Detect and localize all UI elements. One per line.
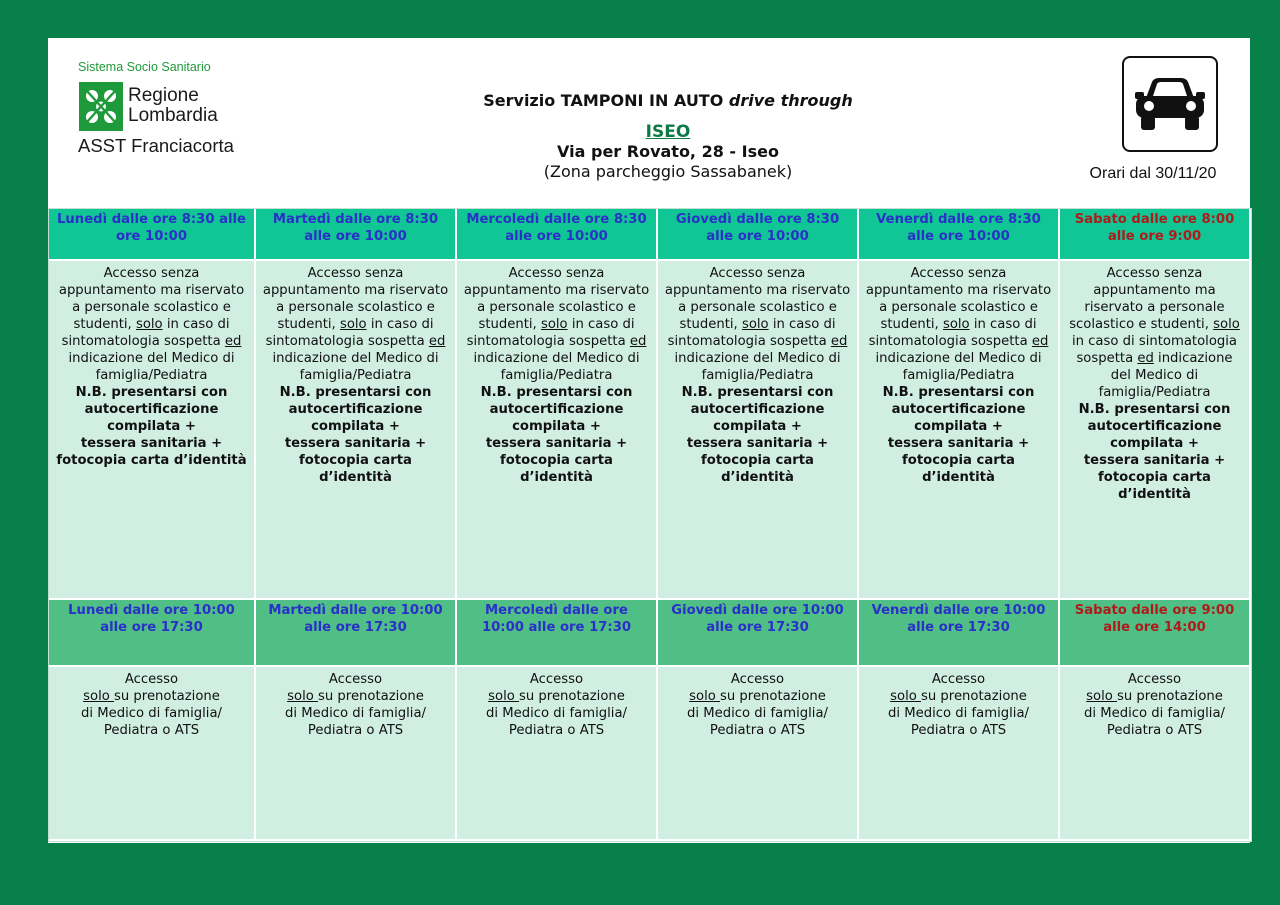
slot1-body-venerdi: Accesso senza appuntamento ma riservato a personale scolastico e studenti, solo in caso di sintomatologia sospetta ed indicazione del Medico di famiglia/Pediatra N.B. presentarsi con autocertificazione compilata + tessera sanitaria + fotocopia carta d’identità — [859, 261, 1060, 600]
car-icon — [1122, 56, 1218, 152]
regione-lombardia-logo-icon — [79, 82, 123, 131]
slot2-body-venerdi: Accesso solo su prenotazione di Medico di famiglia/ Pediatra o ATS — [859, 667, 1060, 841]
slot2-body-mercoledi: Accesso solo su prenotazione di Medico di famiglia/ Pediatra o ATS — [457, 667, 658, 841]
slot2-header-martedi: Martedì dalle ore 10:00 alle ore 17:30 — [256, 600, 457, 667]
slot2-header-lunedi: Lunedì dalle ore 10:00 alle ore 17:30 — [49, 600, 256, 667]
slot2-body-giovedi: Accesso solo su prenotazione di Medico di famiglia/ Pediatra o ATS — [658, 667, 859, 841]
schedule-table — [48, 208, 1252, 842]
address: Via per Rovato, 28 - Iseo — [557, 142, 779, 161]
slot1-header-giovedi: Giovedì dalle ore 8:30 alle ore 10:00 — [658, 209, 859, 261]
slot1-body-lunedi: Accesso senza appuntamento ma riservato a personale scolastico e studenti, solo in caso di sintomatologia sospetta ed indicazione del Medico di famiglia/Pediatra N.B. presentarsi con autocertificazione compilata + tessera sanitaria + fotocopia carta d’identità — [49, 261, 256, 600]
slot1-header-venerdi: Venerdì dalle ore 8:30 alle ore 10:00 — [859, 209, 1060, 261]
slot2-header-venerdi: Venerdì dalle ore 10:00 alle ore 17:30 — [859, 600, 1060, 667]
slot1-body-mercoledi: Accesso senza appuntamento ma riservato a personale scolastico e studenti, solo in caso di sintomatologia sospetta ed indicazione del Medico di famiglia/Pediatra N.B. presentarsi con autocertificazione compilata + tessera sanitaria + fotocopia carta d’identità — [457, 261, 658, 600]
slot2-header-giovedi: Giovedì dalle ore 10:00 alle ore 17:30 — [658, 600, 859, 667]
slot2-header-sabato: Sabato dalle ore 9:00 alle ore 14:00 — [1060, 600, 1251, 667]
logo-region-name: Regione Lombardia — [128, 85, 218, 126]
slot2-body-martedi: Accesso solo su prenotazione di Medico di famiglia/ Pediatra o ATS — [256, 667, 457, 841]
slot1-body-giovedi: Accesso senza appuntamento ma riservato a personale scolastico e studenti, solo in caso di sintomatologia sospetta ed indicazione del Medico di famiglia/Pediatra N.B. presentarsi con autocertificazione compilata + tessera sanitaria + fotocopia carta d’identità — [658, 261, 859, 600]
slot2-header-mercoledi: Mercoledì dalle ore 10:00 alle ore 17:30 — [457, 600, 658, 667]
header — [48, 38, 1250, 208]
city-name: ISEO — [645, 122, 691, 142]
poster — [48, 38, 1250, 843]
slot1-header-mercoledi: Mercoledì dalle ore 8:30 alle ore 10:00 — [457, 209, 658, 261]
slot1-body-sabato: Accesso senza appuntamento ma riservato a personale scolastico e studenti, solo in caso di sintomatologia sospetta ed indicazione del Medico di famiglia/Pediatra N.B. presentarsi con autocertificazione compilata + tessera sanitaria + fotocopia carta d’identità — [1060, 261, 1251, 600]
slot1-header-martedi: Martedì dalle ore 8:30 alle ore 10:00 — [256, 209, 457, 261]
page-title: Servizio TAMPONI IN AUTO drive through — [483, 91, 853, 110]
slot2-body-lunedi: Accesso solo su prenotazione di Medico di famiglia/ Pediatra o ATS — [49, 667, 256, 841]
slot1-header-sabato: Sabato dalle ore 8:00 alle ore 9:00 — [1060, 209, 1251, 261]
slot1-header-lunedi: Lunedì dalle ore 8:30 alle ore 10:00 — [49, 209, 256, 261]
logo-top-text: Sistema Socio Sanitario — [78, 60, 211, 74]
slot1-body-martedi: Accesso senza appuntamento ma riservato a personale scolastico e studenti, solo in caso di sintomatologia sospetta ed indicazione del Medico di famiglia/Pediatra N.B. presentarsi con autocertificazione compilata + tessera sanitaria + fotocopia carta d’identità — [256, 261, 457, 600]
schedule-valid-from: Orari dal 30/11/20 — [1089, 165, 1217, 182]
logo-asst-name: ASST Franciacorta — [78, 135, 234, 156]
slot2-body-sabato: Accesso solo su prenotazione di Medico di famiglia/ Pediatra o ATS — [1060, 667, 1251, 841]
zone-note: (Zona parcheggio Sassabanek) — [543, 162, 793, 181]
